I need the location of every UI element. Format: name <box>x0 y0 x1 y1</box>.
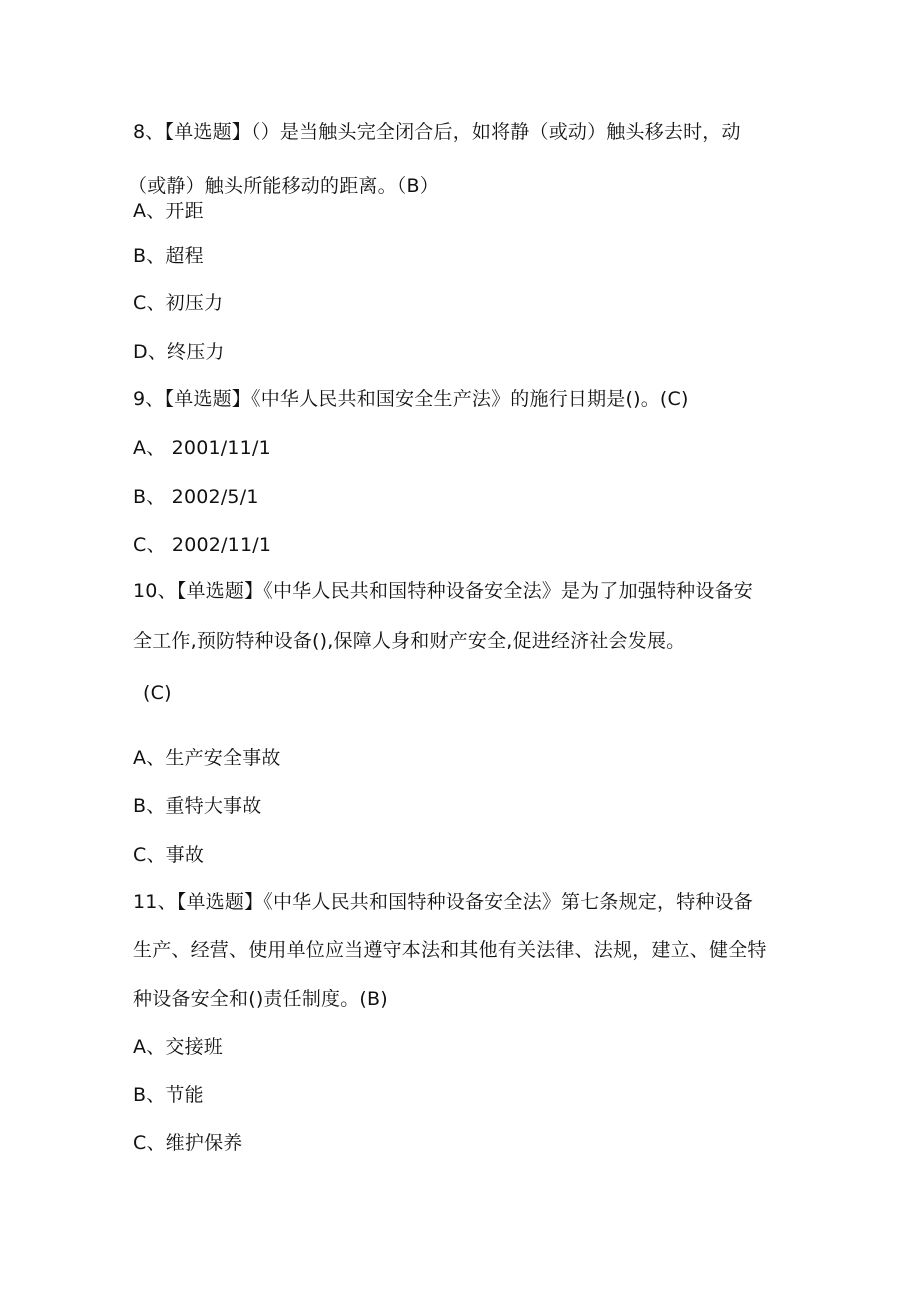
question-10-line-3: (C) <box>143 682 172 704</box>
question-8-line-1: 8、【单选题】（）是当触头完全闭合后，如将静（或动）触头移去时，动 <box>133 121 741 143</box>
question-11-option-b: B、节能 <box>133 1084 204 1106</box>
question-9-line-1: 9、【单选题】《中华人民共和国安全生产法》的施行日期是()。(C) <box>133 388 689 410</box>
question-8-line-2: （或静）触头所能移动的距离。（B） <box>128 175 439 197</box>
question-10-line-2: 全工作,预防特种设备(),保障人身和财产安全,促进经济社会发展。 <box>133 630 686 652</box>
question-8-option-b: B、超程 <box>133 245 204 267</box>
question-10-line-1: 10、【单选题】《中华人民共和国特种设备安全法》是为了加强特种设备安 <box>133 580 753 602</box>
question-9-option-b: B、 2002/5/1 <box>133 486 259 508</box>
question-10-option-a: A、生产安全事故 <box>133 747 281 769</box>
question-11-line-1: 11、【单选题】《中华人民共和国特种设备安全法》第七条规定，特种设备 <box>133 891 753 913</box>
question-8-option-a: A、开距 <box>133 200 204 222</box>
question-8-option-c: C、初压力 <box>133 292 224 314</box>
question-11-line-2: 生产、经营、使用单位应当遵守本法和其他有关法律、法规，建立、健全特 <box>133 939 767 961</box>
question-10-option-c: C、事故 <box>133 844 205 866</box>
question-9-option-c: C、 2002/11/1 <box>133 534 272 556</box>
question-11-option-a: A、交接班 <box>133 1036 223 1058</box>
question-10-option-b: B、重特大事故 <box>133 795 262 817</box>
question-11-option-c: C、维护保养 <box>133 1132 243 1154</box>
question-8-option-d: D、终压力 <box>133 341 225 363</box>
question-11-line-3: 种设备安全和()责任制度。(B) <box>133 988 388 1010</box>
question-9-option-a: A、 2001/11/1 <box>133 437 271 459</box>
